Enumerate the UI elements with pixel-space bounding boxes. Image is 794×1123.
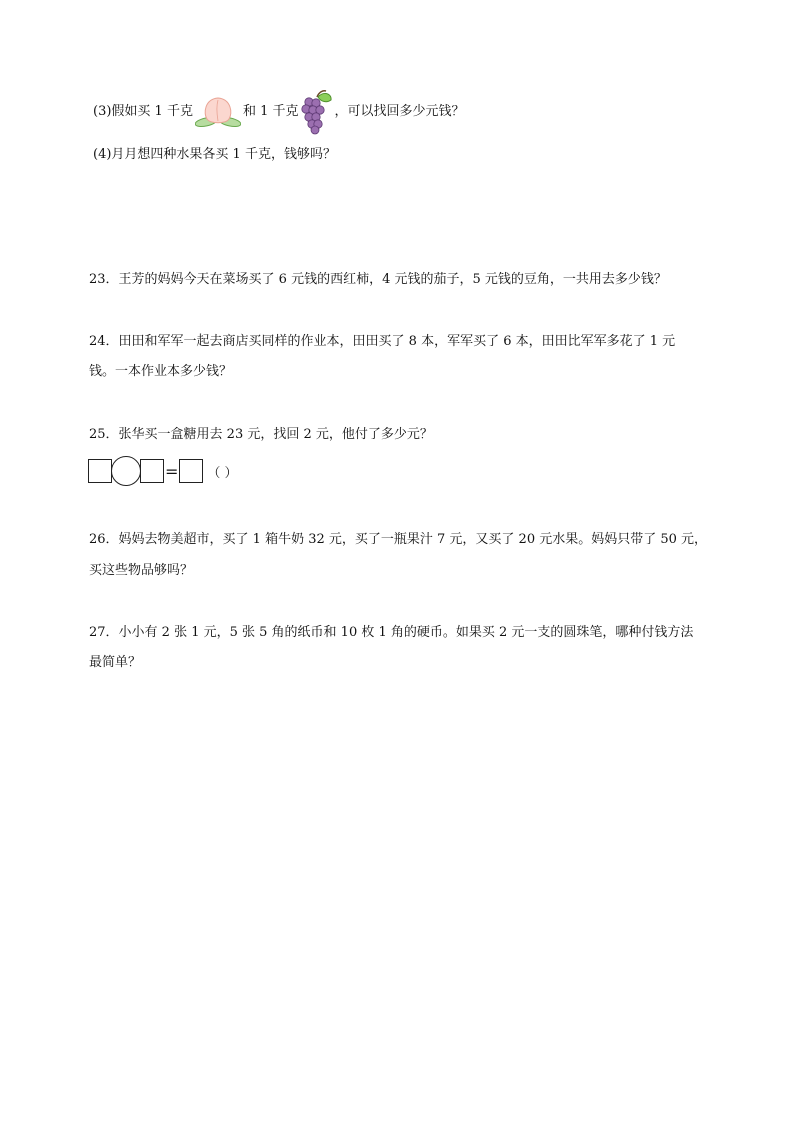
- question-27-line2: 最简单？: [89, 655, 142, 670]
- question-22-3: [93, 92, 465, 132]
- equals-sign: =: [165, 461, 179, 481]
- question-27-line1: 27．小小有 2 张 1 元，5 张 5 角的纸币和 10 枚 1 角的硬币。如果买 2 元一支的圆珠笔，哪种付钱方法: [89, 625, 694, 640]
- q22-3-text-part3: ，可以找回多少元钱？: [334, 104, 465, 119]
- answer-box-result[interactable]: [179, 459, 203, 483]
- operator-circle[interactable]: [111, 456, 141, 486]
- question-26-line1: 26．妈妈去物美超市，买了 1 箱牛奶 32 元，买了一瓶果汁 7 元，又买了 20 元水果。妈妈只带了 50 元，: [89, 532, 708, 547]
- peach-icon: [195, 95, 241, 129]
- answer-box-1[interactable]: [88, 459, 112, 483]
- q22-3-text-part1: (3)假如买 1 千克: [93, 104, 193, 119]
- question-25: 25．张华买一盒糖用去 23 元，找回 2 元，他付了多少元？: [89, 427, 433, 442]
- question-24-line2: 钱。一本作业本多少钱？: [89, 364, 233, 379]
- question-22-4: (4)月月想四种水果各买 1 千克，钱够吗？: [93, 147, 336, 162]
- question-24-line1: 24．田田和军军一起去商店买同样的作业本，田田买了 8 本，军军买了 6 本，田田比军军多花了 1 元: [89, 334, 676, 349]
- question-23: 23．王芳的妈妈今天在菜场买了 6 元钱的西红柿，4 元钱的茄子，5 元钱的豆角，一共用去多少钱？: [89, 272, 667, 287]
- unit-parentheses[interactable]: （ ）: [207, 465, 238, 481]
- grapes-icon: [301, 89, 333, 135]
- answer-equation: [88, 457, 238, 485]
- answer-box-2[interactable]: [140, 459, 164, 483]
- question-26-line2: 买这些物品够吗？: [89, 563, 194, 578]
- q22-3-text-part2: 和 1 千克: [242, 104, 299, 119]
